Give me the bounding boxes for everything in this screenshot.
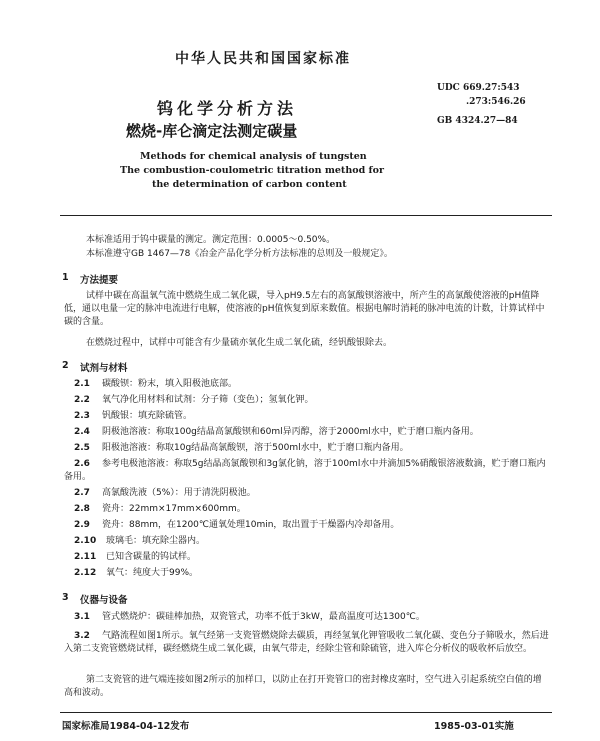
list-item-number: 2.3 xyxy=(74,411,90,421)
compliance-statement: 本标准遵守GB 1467—78《冶金产品化学分析方法标准的总则及一般规定》。 xyxy=(86,249,393,259)
section-2-title: 试剂与材料 xyxy=(80,363,128,374)
section-1-title: 方法提要 xyxy=(80,275,119,286)
list-item: 氧气净化用材料和试剂：分子筛（变色）；氢氧化钾。 xyxy=(102,395,314,405)
list-item-number: 3.1 xyxy=(74,612,90,622)
list-item: 瓷舟：88mm，在1200℃通氧处理10min，取出置于干燥器内冷却备用。 xyxy=(102,520,400,530)
document-title-line2: 燃烧-库仑滴定法测定碳量 xyxy=(126,122,298,140)
section-3-paragraph: 第二支瓷管的进气端连接如图2所示的加样口，以防止在打开瓷管口的密封橡皮塞时，空气进入引起系统空白值的增高和波动。 xyxy=(64,675,542,698)
list-item: 管式燃烧炉：碳硅棒加热，双瓷管式，功率不低于3kW，最高温度可达1300℃。 xyxy=(102,612,425,622)
section-3-title: 仪器与设备 xyxy=(80,595,128,606)
english-title-line1: Methods for chemical analysis of tungsten xyxy=(140,151,367,162)
list-item-number: 2.12 xyxy=(74,568,97,578)
header-divider xyxy=(60,215,552,216)
list-item: 阴极池溶液：称取100g结晶高氯酸钡和60ml异丙醇，溶于2000ml水中，贮于磨口瓶内备用。 xyxy=(102,427,479,437)
section-2-number: 2 xyxy=(62,360,69,371)
list-item-number: 2.6 xyxy=(74,459,90,469)
section-1-paragraph-1: 试样中碳在高温氧气流中燃烧生成二氧化碳，导入pH9.5左右的高氯酸钡溶液中，所产生的高氯酸使溶液的pH值降低，通以电量一定的脉冲电流进行电解，使溶液的pH值恢复到原来数值。根据电解时消耗的脉冲电流的计数，计算试样中碳的含量。 xyxy=(64,291,545,327)
list-item: 参考电极池溶液：称取5g结晶高氯酸钡和3g氯化钠，溶于100ml水中并滴加5%硝酸银溶液数滴，贮于磨口瓶内备用。 xyxy=(64,459,546,482)
list-item-number: 2.10 xyxy=(74,536,97,546)
list-item-number: 2.1 xyxy=(74,379,90,389)
document-title-line1: 钨化学分析方法 xyxy=(157,99,298,118)
english-title-line3: the determination of carbon content xyxy=(152,179,347,190)
list-item: 高氯酸洗液（5%）：用于清洗阴极池。 xyxy=(102,488,256,498)
section-1-number: 1 xyxy=(62,272,69,283)
list-item: 氧气：纯度大于99%。 xyxy=(106,568,199,578)
issue-date: 国家标准局1984-04-12发布 xyxy=(62,721,190,732)
list-item-number: 2.8 xyxy=(74,504,90,514)
list-item: 瓷舟：22mm×17mm×600mm。 xyxy=(102,504,246,514)
list-item-number: 3.2 xyxy=(74,631,90,641)
footer-divider xyxy=(60,712,552,713)
gb-number: GB 4324.27—84 xyxy=(437,116,518,126)
english-title-line2: The combustion-coulometric titration method for xyxy=(120,165,384,176)
list-item: 碳酸钡：粉末，填入阳极池底部。 xyxy=(102,379,238,389)
list-item-number: 2.11 xyxy=(74,552,97,562)
list-item: 钒酸银：填充除硫管。 xyxy=(102,411,193,421)
list-item: 阳极池溶液：称取10g结晶高氯酸钡，溶于500ml水中，贮于磨口瓶内备用。 xyxy=(102,443,409,453)
list-item-number: 2.9 xyxy=(74,520,90,530)
list-item: 气路流程如图1所示。氧气经第一支瓷管燃烧除去碳质，再经氢氧化钾管吸收二氧化碳、变色分子筛吸水，然后进入第二支瓷管燃烧试样，碳经燃烧生成二氧化碳，由氧气带走，经除尘管和除硫管，进入库仑分析仪的吸收杯后放空。 xyxy=(64,631,549,654)
section-3-number: 3 xyxy=(62,592,69,603)
scope-statement: 本标准适用于钨中碳量的测定。测定范围：0.0005～0.50%。 xyxy=(86,235,336,245)
list-item-number: 2.4 xyxy=(74,427,90,437)
list-item-number: 2.7 xyxy=(74,488,90,498)
list-item-number: 2.5 xyxy=(74,443,90,453)
national-standard-heading: 中华人民共和国国家标准 xyxy=(175,51,351,67)
list-item-number: 2.2 xyxy=(74,395,90,405)
udc-number-line2: .273:546.26 xyxy=(466,97,526,107)
list-item: 玻璃毛：填充除尘器内。 xyxy=(106,536,206,546)
effective-date: 1985-03-01实施 xyxy=(434,721,514,732)
udc-number-line1: UDC 669.27:543 xyxy=(437,83,520,93)
list-item: 已知含碳量的钨试样。 xyxy=(106,552,197,562)
section-1-paragraph-2: 在燃烧过程中，试样中可能含有少量硫亦氧化生成二氧化硫，经钒酸银除去。 xyxy=(86,338,393,348)
